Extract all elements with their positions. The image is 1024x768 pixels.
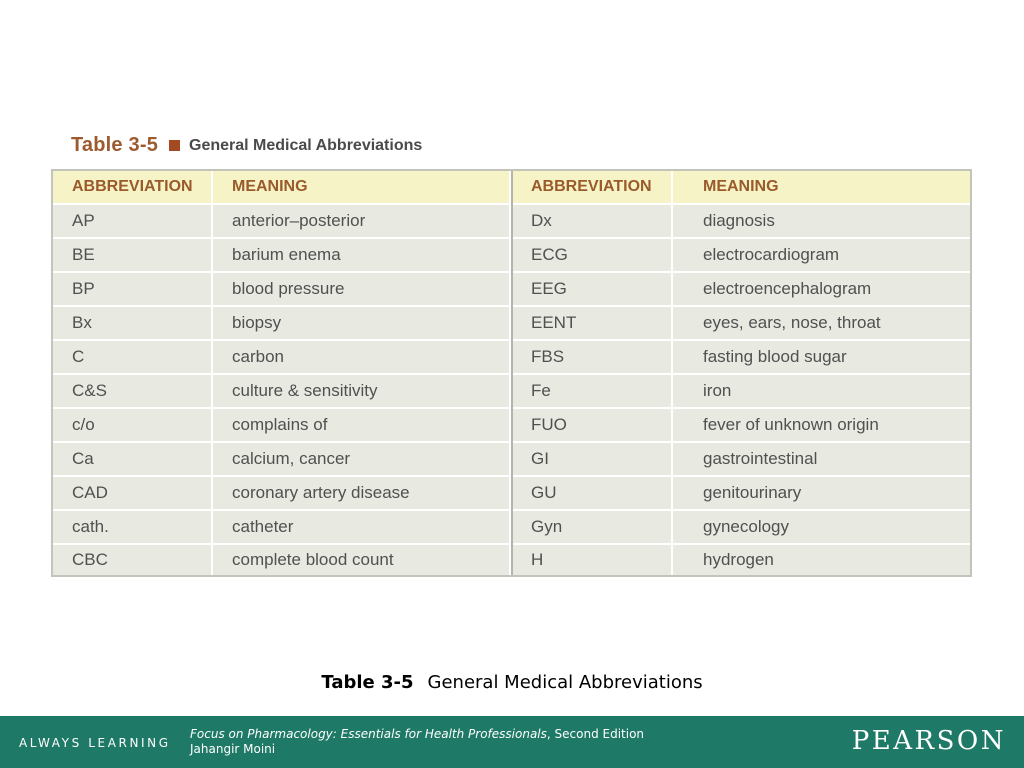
abbreviation-cell: H [511, 545, 673, 575]
abbreviation-cell: GU [511, 477, 673, 509]
footer-tagline: ALWAYS LEARNING [19, 736, 171, 750]
abbreviation-cell: Gyn [511, 511, 673, 543]
slide-caption [0, 672, 1024, 693]
column-header: ABBREVIATION [511, 171, 673, 203]
meaning-cell: catheter [213, 511, 511, 543]
meaning-cell: diagnosis [673, 205, 970, 237]
meaning-cell: gastrointestinal [673, 443, 970, 475]
abbreviation-cell: EENT [511, 307, 673, 339]
meaning-cell: eyes, ears, nose, throat [673, 307, 970, 339]
column-header: ABBREVIATION [53, 171, 213, 203]
meaning-cell: electrocardiogram [673, 239, 970, 271]
abbreviation-cell: FBS [511, 341, 673, 373]
meaning-cell: carbon [213, 341, 511, 373]
table-title: General Medical Abbreviations [189, 136, 423, 154]
meaning-cell: iron [673, 375, 970, 407]
abbreviation-cell: AP [53, 205, 213, 237]
caption-label: Table 3-5 [321, 672, 414, 693]
abbreviation-cell: cath. [53, 511, 213, 543]
meaning-cell: fasting blood sugar [673, 341, 970, 373]
book-citation [190, 727, 644, 757]
abbreviations-table [51, 169, 972, 577]
abbreviation-cell: EEG [511, 273, 673, 305]
abbreviation-cell: BP [53, 273, 213, 305]
book-title: Focus on Pharmacology: Essentials for Health Professionals [190, 727, 547, 741]
column-header: MEANING [213, 171, 511, 203]
table-heading [71, 134, 422, 157]
abbreviation-cell: Dx [511, 205, 673, 237]
abbreviation-cell: ECG [511, 239, 673, 271]
meaning-cell: complete blood count [213, 545, 511, 575]
abbreviation-cell: GI [511, 443, 673, 475]
meaning-cell: biopsy [213, 307, 511, 339]
meaning-cell: hydrogen [673, 545, 970, 575]
meaning-cell: blood pressure [213, 273, 511, 305]
abbreviation-cell: Ca [53, 443, 213, 475]
abbreviation-cell: CBC [53, 545, 213, 575]
meaning-cell: gynecology [673, 511, 970, 543]
table-number: Table 3-5 [71, 134, 159, 156]
meaning-cell: genitourinary [673, 477, 970, 509]
abbreviation-cell: c/o [53, 409, 213, 441]
footer-bar [0, 716, 1024, 768]
abbreviation-cell: Fe [511, 375, 673, 407]
abbreviation-cell: C&S [53, 375, 213, 407]
publisher-logo: PEARSON [851, 726, 1006, 756]
square-bullet-icon [169, 140, 180, 151]
book-edition: , Second Edition [546, 727, 645, 741]
meaning-cell: fever of unknown origin [673, 409, 970, 441]
column-group-divider [511, 171, 513, 575]
meaning-cell: calcium, cancer [213, 443, 511, 475]
meaning-cell: anterior–posterior [213, 205, 511, 237]
abbreviation-cell: C [53, 341, 213, 373]
meaning-cell: barium enema [213, 239, 511, 271]
meaning-cell: electroencephalogram [673, 273, 970, 305]
abbreviation-cell: BE [53, 239, 213, 271]
column-header: MEANING [673, 171, 970, 203]
meaning-cell: culture & sensitivity [213, 375, 511, 407]
meaning-cell: coronary artery disease [213, 477, 511, 509]
caption-text: General Medical Abbreviations [427, 672, 703, 693]
book-author: Jahangir Moini [190, 742, 276, 756]
meaning-cell: complains of [213, 409, 511, 441]
abbreviation-cell: Bx [53, 307, 213, 339]
abbreviation-cell: FUO [511, 409, 673, 441]
abbreviation-cell: CAD [53, 477, 213, 509]
